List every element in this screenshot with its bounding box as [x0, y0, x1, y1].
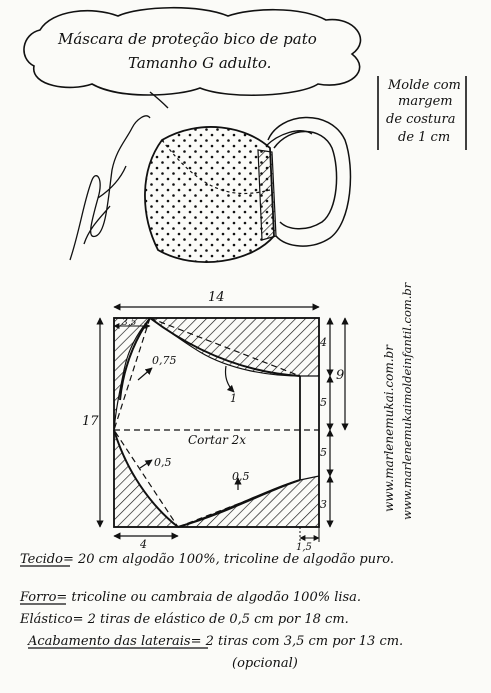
- elastico-text: = 2 tiras de elástico de 0,5 cm por 18 cm.: [72, 612, 349, 627]
- instr-forro: [20, 590, 361, 605]
- title-line-2: Tamanho G adulto.: [128, 54, 272, 72]
- title-line-1: Máscara de proteção bico de pato: [58, 30, 317, 48]
- mask-illustration: [145, 117, 351, 262]
- dim-height: 17: [82, 414, 99, 429]
- instr-acabamento-note: (opcional): [232, 656, 298, 671]
- label-fold-mark: 1: [230, 392, 237, 405]
- label-curve-bottom-left: 0,5: [154, 456, 172, 469]
- dim-right-lower-mid: 5: [320, 446, 327, 459]
- label-cut-2x: Cortar 2x: [188, 433, 247, 447]
- note-line-3: de costura: [386, 112, 456, 127]
- pattern-piece: [114, 318, 319, 527]
- title-cloud: [24, 8, 361, 96]
- note-line-4: de 1 cm: [398, 130, 451, 145]
- forro-label: Forro: [20, 590, 57, 605]
- dim-top-left-offset: 3,5: [122, 318, 137, 328]
- instr-tecido: [20, 552, 394, 567]
- dim-bottom-width: 4: [140, 538, 147, 551]
- website-1: www.marlenemukai.com.br: [382, 345, 396, 512]
- tecido-label: Tecido: [20, 552, 63, 567]
- dim-right-bottom: 3: [320, 498, 327, 511]
- acabamento-label: Acabamento das laterais: [28, 634, 191, 649]
- note-line-2: margem: [398, 94, 453, 109]
- tecido-text: = 20 cm algodão 100%, tricoline de algodão puro.: [62, 552, 395, 567]
- signature: [70, 116, 150, 260]
- instr-acabamento: [28, 634, 403, 649]
- label-curve-bottom-right: 0,5: [232, 470, 250, 483]
- website-2: www.marlenemukaimoldeinfantil.com.br: [400, 282, 414, 520]
- elastico-label: Elástico: [20, 612, 73, 627]
- instr-elastico: [20, 612, 349, 627]
- forro-text: = tricoline ou cambraia de algodão 100% lisa.: [56, 590, 362, 605]
- dim-bottom-right-offset: 1,5: [296, 542, 312, 553]
- dim-right-upper-mid: 5: [320, 396, 327, 409]
- label-curve-top-left: 0,75: [152, 354, 177, 367]
- dim-right-top: 4: [320, 336, 327, 349]
- dim-top-width: 14: [208, 290, 225, 305]
- note-line-1: Molde com: [388, 78, 461, 93]
- acabamento-text: = 2 tiras com 3,5 cm por 13 cm.: [190, 634, 404, 649]
- dim-right-total-upper: 9: [336, 368, 345, 383]
